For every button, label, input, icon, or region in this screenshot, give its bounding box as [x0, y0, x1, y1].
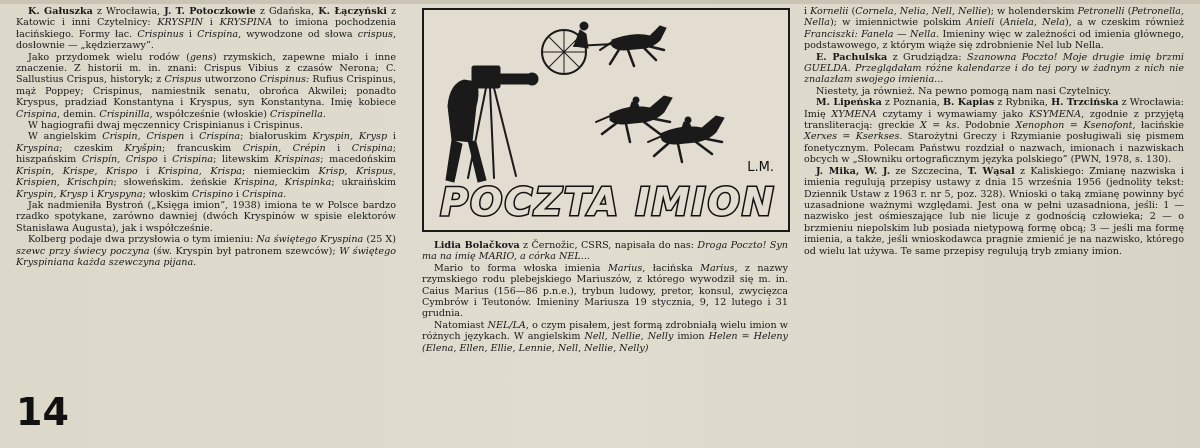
- column1-paragraph: Kolberg podaje dwa przysłowia o tym imieniu: Na świętego Kryspina (25 X) szewc przy świecy poczyna (św. Kryspin był patronem szewców); W świętego Kryspiniana każda szewczyna pijana.: [16, 234, 397, 268]
- column1-paragraph: W hagiografii dwaj męczennicy Crispinianus i Crispinus.: [28, 120, 304, 132]
- column1-paragraph: W angielskim Crispin, Crispen i Crispina; białoruskim Kryspin, Krysp i Kryspina; czeskim Kryšpin; francuskim Crispin, Crépin i Crispina; hiszpańskim Crispín, Crispo i Crispina; litewskim Krispinas; macedońskim Krispin, Krispe, Krispo i Krispina, Krispa; niemieckim Krisp, Krispus, Krispien, Krischpin; słoweńskim. żeńskie Krispina, Krispinka; ukraińskim Kryspin, Krysp i Kryspyna; włoskim Crispino i Crispina.: [16, 131, 397, 200]
- column-author: L.M.: [747, 160, 774, 175]
- column3-paragraph: i Kornelii (Cornela, Nelia, Nell, Nellie); w holenderskim Petronelli (Petronella, Nella); w imiennictwie polskim Anieli (Aniela, Nela), a w czeskim również Franciszki: Fanela — Nella. Imieniny więc w zależności od imienia głównego, podstawowego, z którym wiąże się zdrobnienie Nel lub Nella.: [804, 6, 1185, 52]
- column2-paragraph: Mario to forma włoska imienia Marius, łacińska Marius, z nazwy rzymskiego rodu plebejskiego Mariuszów, z którego wywodził się m. in. Caius Marius (156—86 p.n.e.), trybun ludowy, pretor, konsul, zwycięzca Cymbrów i Teutonów. Imieniny Mariusza 19 stycznia, 9, 12 lutego i 31 grudnia.: [422, 262, 789, 320]
- column2-paragraph: Lidia Bolačkova z Černožic, CSRS, napisała do nas: Droga Poczto! Syn ma na imię MARIO, a córka NEL...: [422, 240, 788, 263]
- column2-paragraph: Natomiast NEL/LA, o czym pisałem, jest formą zdrobniałą wielu imion w różnych językach. W angielskim Nell, Nellie, Nelly imion Helen = Heleny (Elena, Ellen, Ellie, Lennie, Nell, Nellie, Nelly): [422, 319, 788, 354]
- column1-paragraph: Jak nadmieniła Bystroń („Księga imion”, 1938) imiona te w Polsce bardzo rzadko spotykane, zarówno dawniej (dwóch Kryspinów w spisie elektorów Stanisława Augusta), jak i współcześnie.: [16, 199, 396, 234]
- column-header-box: [422, 8, 790, 232]
- top-rule: [0, 0, 1200, 4]
- column3-paragraph: J. Mika, W. J. ze Szczecina, T. Wąsal z Kaliskiego: Zmianę nazwiska i imienia regulują przepisy ustawy z dnia 15 września 1956 (jednolity tekst: Dziennik Ustaw z 1963 r. nr 5, poz. 328). Wnioski o taką zmianę powinny być uzasadnione ważnymi względami. Jest ona w pełni uzasadniona, jeśli: 1 — nazwisko jest ośmieszające lub nie licuje z godnością człowieka; 2 — o brzmieniu niepolskim lub posiada nietypową formę obcą; 3 — jeśli ma formę imienia, a także, jeśli wnioskodawca pragnie zmienić je na nazwisko, którego od wielu lat używa. Te same przepisy regulują tryb zmiany imion.: [804, 165, 1185, 257]
- column3-paragraph: M. Lipeńska z Poznania, B. Kapias z Rybnika, H. Trzcińska z Wrocławia: Imię XYMENA czytamy i wymawiamy jako KSYMENA, zgodnie z przyjętą transliteracją: greckie X = ks. Podobnie Xenophon = Ksenofont, łacińskie Xerxes = Kserkses. Starożytni Greczy i Rzymianie posługiwali się pismem fonetycznym. Polecam Państwu rozdział o nazwach, imionach i nazwiskach obcych w „Słowniku ortograficznym języka polskiego” (PWN, 1978, s. 130).: [804, 97, 1185, 166]
- page-number: 14: [16, 390, 69, 434]
- column-right: [804, 6, 1184, 257]
- column-left: [16, 6, 396, 268]
- column1-paragraph: Jako przydomek wielu rodów (gens) rzymskich, zapewne miało i inne znaczenie. Z historii m. in. znani: Crispus Vibius z czasów Nerona; C. Sallustius Crispus, historyk; z Crispus utworzono Crispinus: Rufius Crispinus, mąż Poppey; Crispinus, namiestnik senatu, obrońca Akwilei; ponadto Kryspus, pradziad Konstantyna i Kryspus, syn Konstantyna. Imię kobiece Crispina, demin. Crispinilla, współcześnie (włoskie) Crispinella.: [16, 51, 396, 120]
- column-title: POCZTA IMION: [440, 180, 776, 224]
- column1-paragraph: K. Gałuszka z Wrocławia, J. T. Potoczkowie z Gdańska, K. Łączyński z Katowic i inni Czytelnicy: KRYSPIN i KRYSPINA to imiona pochodzenia łacińskiego. Formy łac. Crispinus i Crispina, wywodzone od słowa crispus, dosłownie — „kędzierzawy”.: [16, 6, 397, 52]
- column-middle: [422, 240, 788, 354]
- column3-paragraph: E. Pachulska z Grudziądza: Szanowna Poczto! Moje drugie imię brzmi GUELDA. Przeglądałam różne kalendarze i do tej pory w żadnym z nich nie znalazłam swojego imienia...: [804, 51, 1184, 86]
- column3-paragraph: Niestety, ja również. Na pewno pomogą nam nasi Czytelnicy.: [816, 85, 1112, 97]
